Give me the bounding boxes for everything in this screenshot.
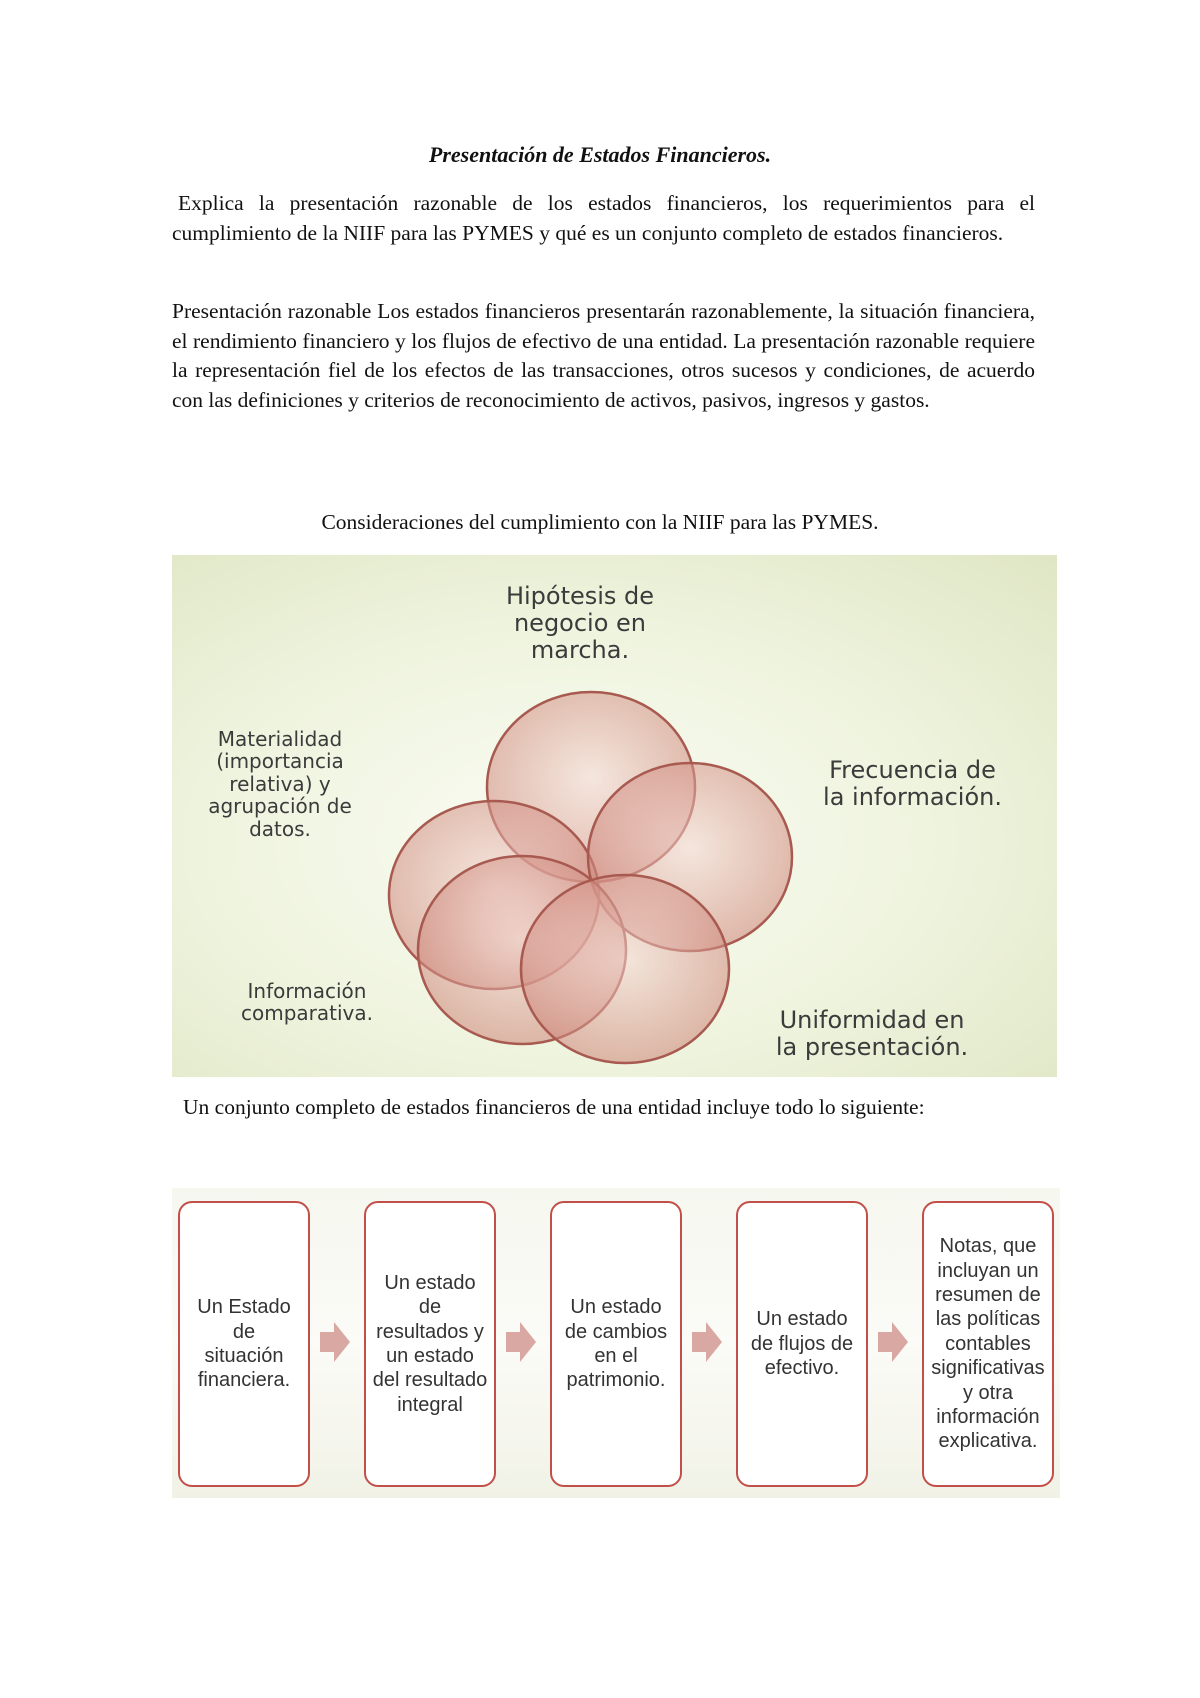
label-going-concern: Hipótesis de negocio en marcha. <box>505 582 655 664</box>
venn-circle-bottom-right <box>521 875 729 1063</box>
box-changes-in-equity: Un estado de cambios en el patrimonio. <box>550 1201 682 1487</box>
compliance-venn-diagram <box>172 555 1057 1077</box>
box-cash-flows: Un estado de flujos de efectivo. <box>736 1201 868 1487</box>
label-consistency: Uniformidad en la presentación. <box>775 1006 969 1061</box>
label-comparative-info: Información comparativa. <box>241 979 373 1026</box>
complete-set-caption: Un conjunto completo de estados financieros de una entidad incluye todo lo siguiente: <box>183 1095 925 1119</box>
compliance-caption: Consideraciones del cumplimiento con la NIIF para las PYMES. <box>321 510 879 534</box>
document-title: Presentación de Estados Financieros. <box>428 142 772 167</box>
arrow-right-icon <box>506 1322 536 1362</box>
box-income-statement: Un estado de resultados y un estado del resultado integral <box>364 1201 496 1487</box>
arrow-right-icon <box>320 1322 350 1362</box>
box-financial-position: Un Estado de situación financiera. <box>178 1201 310 1487</box>
fair-presentation-paragraph: Presentación razonable Los estados financieros presentarán razonablemente, la situación financiera, el rendimiento financiero y los flujos de efectivo de una entidad. La presentación razonable requiere la representación fiel de los efectos de las transacciones, otros sucesos y condiciones, de acuerdo con las definiciones y criterios de reconocimiento de activos, pasivos, ingresos y gastos. <box>172 299 1035 412</box>
intro-paragraph: Explica la presentación razonable de los estados financieros, los requerimientos para el cumplimiento de la NIIF para las PYMES y qué es un conjunto completo de estados financieros. <box>172 191 1035 245</box>
label-materiality: Materialidad (importancia relativa) y agrupación de datos. <box>208 727 352 841</box>
arrow-right-icon <box>878 1322 908 1362</box>
label-frequency: Frecuencia de la información. <box>823 756 1002 811</box>
arrow-right-icon <box>692 1322 722 1362</box>
box-notes: Notas, que incluyan un resumen de las políticas contables significativas y otra información explicativa. <box>922 1201 1054 1487</box>
financial-statements-flow <box>172 1188 1060 1498</box>
